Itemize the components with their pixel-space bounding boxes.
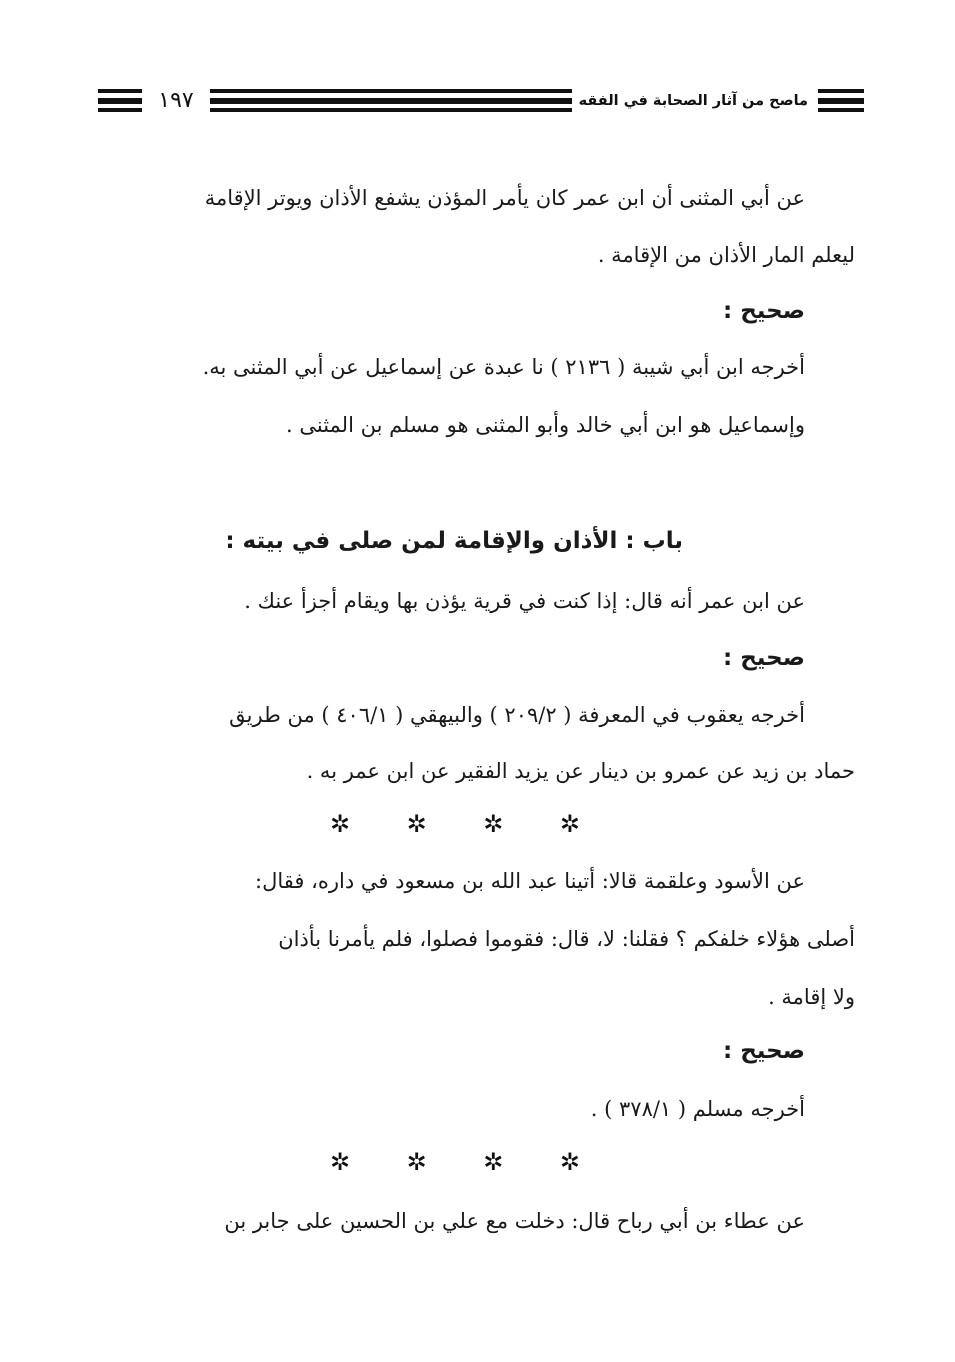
verdict-label: صحيح : (723, 645, 805, 671)
text-line: أخرجه مسلم ( ٣٧٨/١ ) . (590, 1097, 805, 1121)
verdict-label: صحيح : (723, 298, 805, 324)
asterisk-ornament-icon: ✲ (329, 810, 351, 838)
asterisk-ornament-icon: ✲ (483, 810, 504, 838)
header-rule-middle (210, 89, 572, 113)
asterisk-ornament-icon: ✲ (406, 1148, 427, 1176)
text-line: حماد بن زيد عن عمرو بن دينار عن يزيد الفقير عن ابن عمر به . (306, 759, 855, 783)
asterisk-ornament-icon: ✲ (406, 810, 427, 838)
text-line: وإسماعيل هو ابن أبي خالد وأبو المثنى هو مسلم بن المثنى . (286, 413, 805, 437)
text-line: عن أبي المثنى أن ابن عمر كان يأمر المؤذن يشفع الأذان ويوتر الإقامة (204, 186, 805, 210)
chapter-heading: باب : الأذان والإقامة لمن صلى في بيته : (225, 528, 683, 554)
text-line: عن ابن عمر أنه قال: إذا كنت في قرية يؤذن بها ويقام أجزأ عنك . (244, 589, 805, 613)
asterisk-ornament-icon: ✲ (559, 810, 581, 838)
header-title: ماصح من آثار الصحابة في الفقه (578, 93, 808, 109)
text-line: أصلى هؤلاء خلفكم ؟ فقلنا: لا، قال: فقوموا فصلوا، فلم يأمرنا بأذان (278, 927, 855, 951)
header-rule-left (98, 89, 142, 113)
asterisk-ornament-icon: ✲ (483, 1148, 504, 1176)
running-header (98, 82, 864, 122)
text-line: عن الأسود وعلقمة قالا: أتينا عبد الله بن مسعود في داره، فقال: (255, 869, 805, 893)
text-line: أخرجه يعقوب في المعرفة ( ٢٠٩/٢ ) والبيهقي ( ٤٠٦/١ ) من طريق (229, 703, 805, 727)
text-line: أخرجه ابن أبي شيبة ( ٢١٣٦ ) نا عبدة عن إسماعيل عن أبي المثنى به. (202, 355, 805, 379)
text-line: ليعلم المار الأذان من الإقامة . (597, 243, 855, 267)
verdict-label: صحيح : (723, 1038, 805, 1064)
text-line: عن عطاء بن أبي رباح قال: دخلت مع علي بن الحسين على جابر بن (224, 1209, 805, 1233)
header-rule-right (818, 89, 864, 113)
text-line: ولا إقامة . (768, 985, 855, 1009)
asterisk-ornament-icon: ✲ (559, 1148, 581, 1176)
asterisk-ornament-icon: ✲ (329, 1148, 351, 1176)
section-separator (325, 1148, 585, 1176)
section-separator (325, 810, 585, 838)
page-number: ١٩٧ (158, 88, 194, 113)
